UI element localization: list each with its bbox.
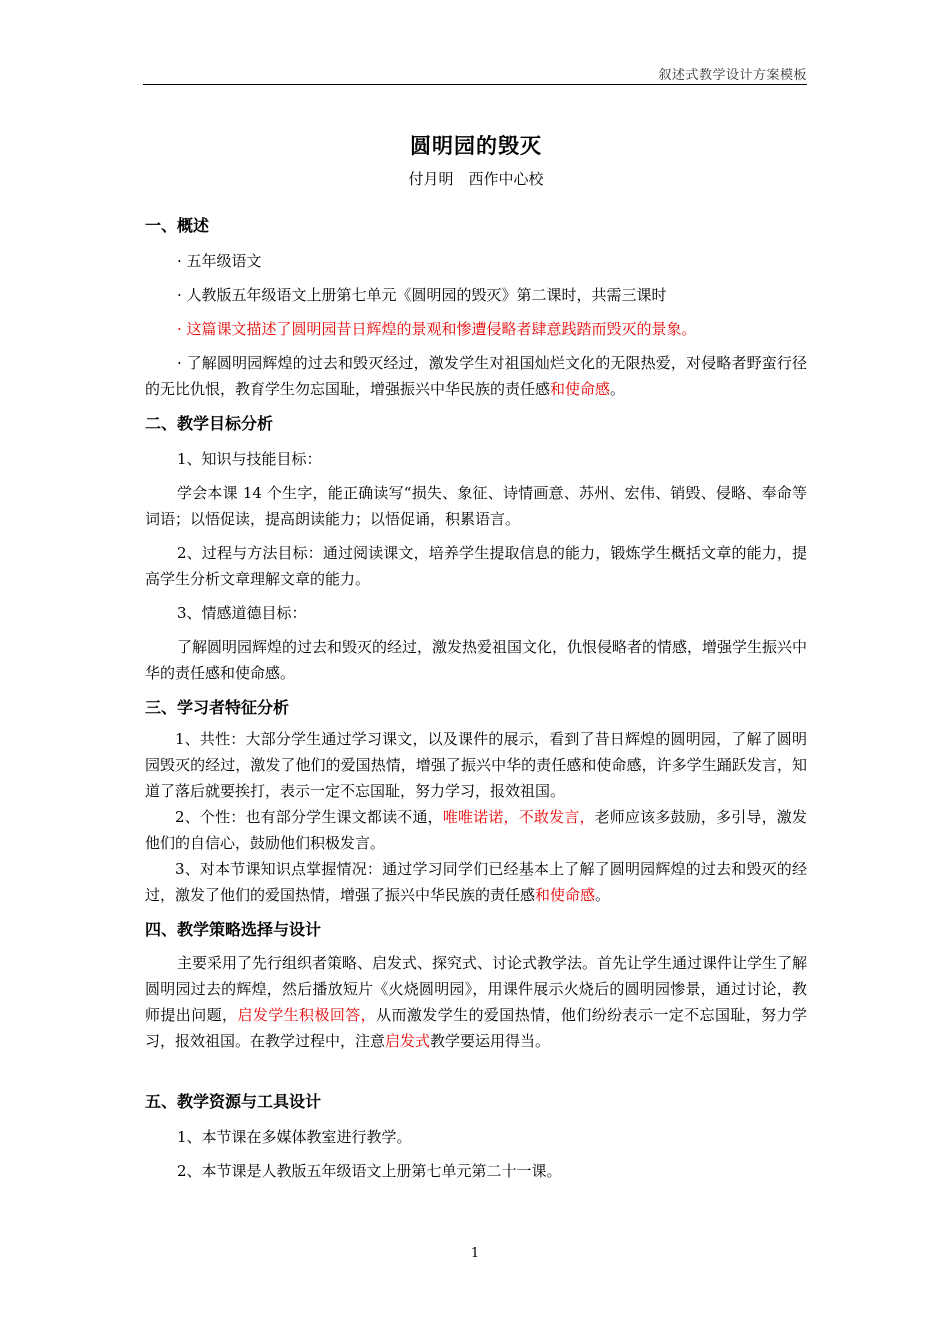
overview-item [145, 350, 807, 402]
objective-body: 了解圆明园辉煌的过去和毁灭的经过，激发热爱祖国文化，仇恨侵略者的情感，增强学生振兴中华的责任感和使命感。 [145, 638, 808, 682]
overview-item: · 五年级语文 [177, 252, 262, 270]
highlight-text: 启发式 [385, 1032, 431, 1050]
document-author: 付月明 西作中心校 [408, 170, 544, 188]
objective-body: 学会本课 14 个生字，能正确读写“损失、象征、诗情画意、苏州、宏伟、销毁、侵略、奉命等词语；以悟促读，提高朗读能力；以悟促诵，积累语言。 [145, 484, 807, 528]
section-heading-overview: 一、概述 [145, 216, 210, 235]
highlight-text: 唯唯诺诺，不敢发言， [442, 808, 595, 826]
highlight-text: 和使命感 [535, 886, 596, 904]
learner-text: 3、对本节课知识点掌握情况：通过学习同学们已经基本上了解了圆明园辉煌的过去和毁灭的经过，激发了他们的爱国热情，增强了振兴中华民族的责任感 [145, 860, 807, 904]
learner-text: 老师应该多鼓励，多引导，激发他们的自信心，鼓励他们积极发言。 [145, 808, 807, 852]
learner-paragraph: 1、共性：大部分学生通过学习课文，以及课件的展示，看到了昔日辉煌的圆明园，了解了圆明园毁灭的经过，激发了他们的爱国热情，增强了振兴中华的责任感和使命感，许多学生踊跃发言，知道了落后就要挨打，表示一定不忘国耻，努力学习，报效祖国。 [145, 730, 807, 800]
section-heading-strategy: 四、教学策略选择与设计 [145, 920, 322, 939]
learner-paragraph [145, 804, 807, 856]
page-number: 1 [470, 1246, 480, 1261]
section-heading-learners: 三、学习者特征分析 [145, 698, 290, 717]
highlight-text: 启发学生积极回答， [237, 1006, 377, 1024]
strategy-text: 教学要运用得当。 [430, 1032, 551, 1050]
strategy-text: 主要采用了先行组织者策略、启发式、探究式、讨论式教学法。首先让学生通过课件让学生了解圆明园过去的辉煌，然后播放短片《火烧圆明园》，用课件展示火烧后的圆明园惨景，通过讨论，教师提出问题， [145, 954, 808, 1024]
resource-item: 2、本节课是人教版五年级语文上册第七单元第二十一课。 [177, 1162, 562, 1180]
objective-body: 2、过程与方法目标：通过阅读课文，培养学生提取信息的能力，锻炼学生概括文章的能力，提高学生分析文章理解文章的能力。 [145, 544, 807, 588]
learner-text: 2、个性：也有部分学生课文都读不通， [175, 808, 443, 826]
resource-item: 1、本节课在多媒体教室进行教学。 [177, 1128, 412, 1146]
overview-item: · 人教版五年级语文上册第七单元《圆明园的毁灭》第二课时，共需三课时 [177, 286, 667, 304]
objective-title: 3、情感道德目标： [177, 604, 307, 622]
highlight-text: 和使命感 [550, 380, 611, 398]
document-title: 圆明园的毁灭 [410, 134, 542, 158]
overview-item-highlight: · 这篇课文描述了圆明园昔日辉煌的景观和惨遭侵略者肆意践踏而毁灭的景象。 [177, 320, 697, 338]
overview-text-end: 。 [610, 380, 626, 398]
document-body [145, 126, 807, 1184]
learner-paragraph [145, 856, 807, 908]
section-heading-resources: 五、教学资源与工具设计 [145, 1092, 322, 1111]
objective-title: 1、知识与技能目标： [177, 450, 322, 468]
strategy-paragraph [145, 950, 807, 1054]
learner-text: 。 [595, 886, 611, 904]
overview-text: · 了解圆明园辉煌的过去和毁灭经过，激发学生对祖国灿烂文化的无限热爱，对侵略者野蛮行径的无比仇恨，教育学生勿忘国耻，增强振兴中华民族的责任感 [145, 354, 807, 398]
running-header: 叙述式教学设计方案模板 [658, 68, 807, 83]
section-heading-objectives: 二、教学目标分析 [145, 414, 274, 433]
strategy-text: 从而激发学生的爱国热情，他们纷纷表示一定不忘国耻，努力学习，报效祖国。在教学过程中，注意 [145, 1006, 807, 1050]
header-rule [143, 84, 807, 85]
